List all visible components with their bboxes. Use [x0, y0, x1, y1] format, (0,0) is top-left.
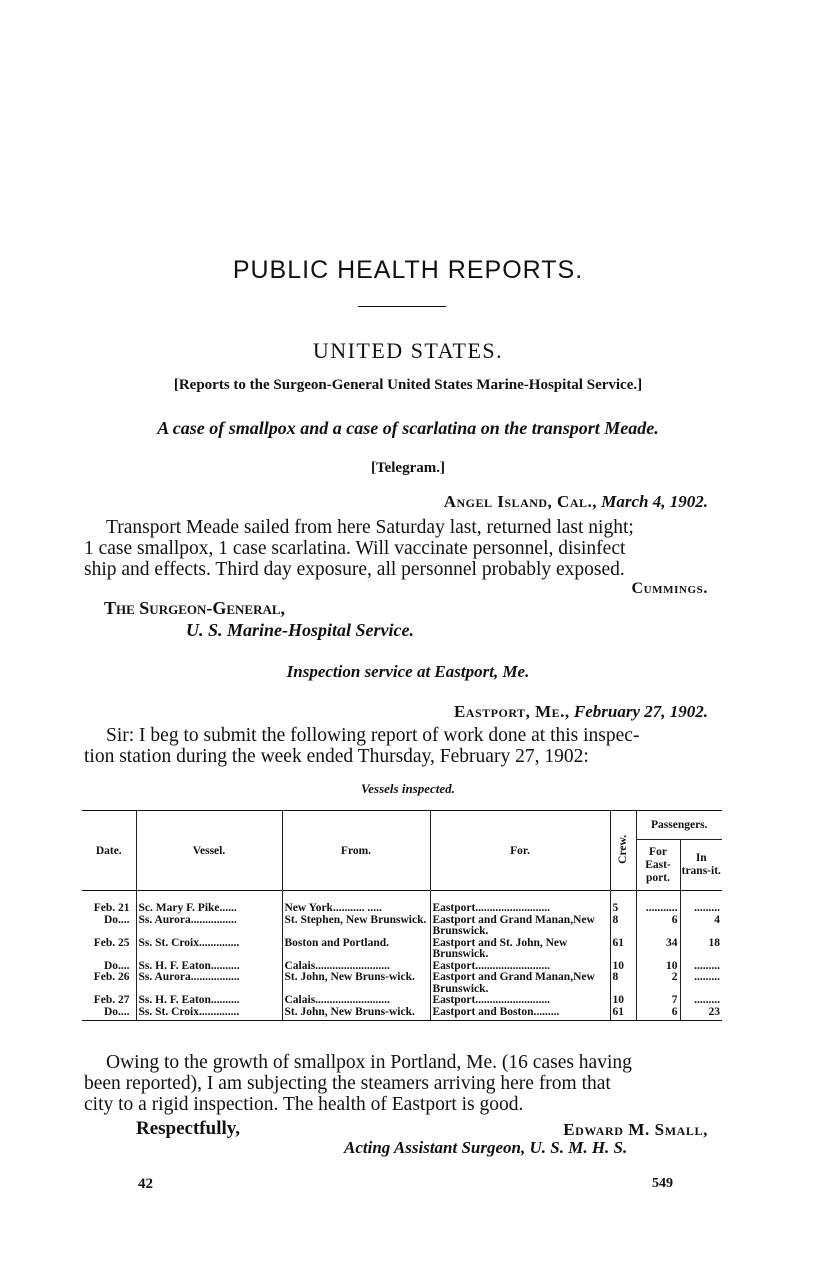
cell-from: Calais..........................	[282, 995, 430, 1007]
cell-for-eastport: ...........	[636, 891, 680, 915]
header-for: For.	[430, 811, 610, 891]
signer-title: Acting Assistant Surgeon, U. S. M. H. S.	[344, 1138, 628, 1157]
cell-vessel: Ss. Aurora................	[136, 915, 282, 938]
cell-date: Do....	[103, 913, 130, 926]
cell-for: Eastport and Grand Manan,New Brunswick.	[430, 972, 610, 995]
cell-crew: 10	[610, 961, 636, 973]
table-caption: Vessels inspected.	[361, 781, 455, 796]
header-for-eastport: For East-port.	[636, 840, 680, 891]
cell-crew: 8	[610, 972, 636, 995]
report-intro-line-2: tion station during the week ended Thursday, February 27, 1902:	[84, 746, 589, 767]
footer-left-number: 42	[138, 1176, 153, 1192]
cell-crew: 61	[610, 1007, 636, 1021]
cell-date: Feb. 27	[93, 994, 130, 1006]
closing-line-2: been reported), I am subjecting the steamers arriving here from that	[84, 1073, 611, 1094]
cell-from: St. John, New Bruns-wick.	[282, 1007, 430, 1021]
addressee-text: The Surgeon-General,	[104, 598, 286, 618]
closing-paragraph	[84, 1052, 726, 1115]
cell-from: New York........... .....	[282, 891, 430, 915]
telegram-signature: Cummings.	[631, 580, 708, 597]
cell-vessel: Ss. St. Croix..............	[136, 938, 282, 961]
report-intro	[84, 725, 726, 767]
table-row	[82, 995, 722, 1007]
report-intro-line-1: Sir: I beg to submit the following report of work done at this inspec-	[106, 725, 640, 746]
cell-in-transit: 23	[680, 1007, 722, 1021]
cell-from: St. John, New Bruns-wick.	[282, 972, 430, 995]
cell-crew: 8	[610, 915, 636, 938]
section2-place: Eastport, Me.,	[453, 702, 570, 721]
header-from: From.	[282, 811, 430, 891]
section2-dateline	[454, 702, 708, 722]
page-number: 549	[652, 1176, 673, 1191]
closing-line-3: city to a rigid inspection. The health of Eastport is good.	[84, 1094, 524, 1115]
cell-crew: 10	[610, 995, 636, 1007]
cell-for-eastport: 2	[636, 972, 680, 995]
header-date: Date.	[95, 844, 122, 857]
cell-date: Feb. 26	[93, 971, 130, 983]
cell-in-transit: .........	[680, 891, 722, 915]
cell-for-eastport: 6	[636, 915, 680, 938]
cell-crew: 61	[610, 938, 636, 961]
table-row	[82, 1007, 722, 1021]
table-row	[82, 938, 722, 961]
cell-date: Do....	[103, 1005, 130, 1018]
section1-place: Angel Island, Cal.,	[443, 492, 598, 511]
signer-name: Edward M. Small,	[563, 1120, 708, 1139]
cell-vessel: Ss. St. Croix..............	[136, 1007, 282, 1021]
cell-for-eastport: 6	[636, 1007, 680, 1021]
vessels-table	[82, 810, 722, 1021]
section-country: UNITED STATES.	[312, 338, 504, 363]
cell-in-transit: .........	[680, 961, 722, 973]
addressee-office: U. S. Marine-Hospital Service.	[186, 620, 414, 640]
cell-date: Feb. 21	[93, 902, 130, 914]
section1-heading: A case of smallpox and a case of scarlatina on the transport Meade.	[157, 418, 659, 438]
telegram-line-3: ship and effects. Third day exposure, all personnel probably exposed.	[84, 559, 625, 580]
cell-in-transit: .........	[680, 995, 722, 1007]
cell-for: Eastport..........................	[430, 961, 610, 973]
cell-for: Eastport and St. John, New Brunswick.	[430, 938, 610, 961]
telegram-line-2: 1 case smallpox, 1 case scarlatina. Will vaccinate personnel, disinfect	[84, 538, 626, 559]
cell-for: Eastport and Grand Manan,New Brunswick.	[430, 915, 610, 938]
cell-date: Feb. 25	[93, 936, 130, 949]
telegram-body	[84, 517, 726, 580]
telegram-note: [Telegram.]	[370, 460, 445, 476]
table-row	[82, 891, 722, 915]
reports-note: [Reports to the Surgeon-General United States Marine-Hospital Service.]	[173, 377, 643, 393]
cell-vessel: Ss. H. F. Eaton..........	[136, 961, 282, 973]
addressee	[104, 598, 285, 619]
cell-vessel: Sc. Mary F. Pike......	[136, 891, 282, 915]
section1-date: March 4, 1902.	[601, 492, 708, 511]
cell-for-eastport: 7	[636, 995, 680, 1007]
cell-for: Eastport and Boston.........	[430, 1007, 610, 1021]
page-title: PUBLIC HEALTH REPORTS.	[232, 256, 584, 284]
cell-for-eastport: 34	[636, 938, 680, 961]
header-vessel: Vessel.	[136, 811, 282, 891]
cell-crew: 5	[610, 891, 636, 915]
header-crew-cell	[610, 811, 636, 891]
table-row	[82, 915, 722, 938]
section2-heading: Inspection service at Eastport, Me.	[286, 662, 530, 681]
header-crew: Crew.	[617, 834, 629, 864]
telegram-line-1: Transport Meade sailed from here Saturday last, returned last night;	[106, 517, 634, 538]
cell-for: Eastport..........................	[430, 995, 610, 1007]
header-passengers: Passengers.	[636, 811, 722, 840]
cell-vessel: Ss. H. F. Eaton..........	[136, 995, 282, 1007]
table-row	[82, 972, 722, 995]
cell-from: St. Stephen, New Brunswick.	[282, 915, 430, 938]
closing-line-1: Owing to the growth of smallpox in Portland, Me. (16 cases having	[106, 1052, 632, 1073]
cell-in-transit: 18	[680, 938, 722, 961]
cell-for-eastport: 10	[636, 961, 680, 973]
cell-date: Do....	[103, 959, 130, 972]
header-in-transit: In trans-it.	[680, 840, 722, 891]
complimentary-close: Respectfully,	[136, 1118, 240, 1139]
cell-in-transit: 4	[680, 915, 722, 938]
title-divider	[358, 306, 446, 307]
cell-from: Boston and Portland.	[282, 938, 430, 961]
cell-for: Eastport..........................	[430, 891, 610, 915]
section1-dateline	[444, 492, 708, 512]
section2-date: February 27, 1902.	[573, 702, 708, 721]
cell-from: Calais..........................	[282, 961, 430, 973]
cell-vessel: Ss. Aurora.................	[136, 972, 282, 995]
cell-in-transit: .........	[680, 972, 722, 995]
